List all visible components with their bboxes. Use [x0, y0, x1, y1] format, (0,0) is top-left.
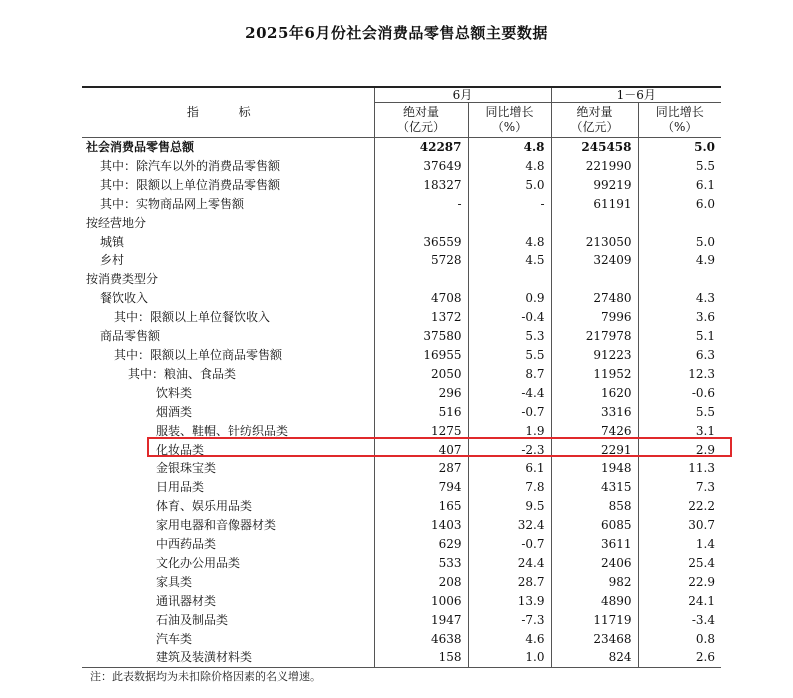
table-row: [82, 403, 721, 422]
ytd-absolute-cell: 982: [551, 573, 638, 592]
ytd-absolute-cell: 824: [551, 648, 638, 667]
ytd-yoy-cell: 1.4: [638, 535, 721, 554]
june-yoy-cell: 28.7: [468, 573, 551, 592]
june-absolute-cell: 4708: [374, 289, 468, 308]
ytd-yoy-cell: 24.1: [638, 592, 721, 611]
table-row: [82, 592, 721, 611]
table-row: [82, 138, 721, 157]
row-label: 饮料类: [156, 385, 193, 400]
row-label: 体育、娱乐用品类: [156, 499, 253, 514]
ytd-yoy-cell: 22.2: [638, 497, 721, 516]
june-yoy-cell: 24.4: [468, 554, 551, 573]
header-june-abs: 绝对量 （亿元）: [374, 103, 468, 138]
table-row: [82, 648, 721, 667]
row-label: 家用电器和音像器材类: [156, 518, 277, 533]
ytd-absolute-cell: 2291: [551, 441, 638, 460]
ytd-yoy-cell: 5.5: [638, 157, 721, 176]
table-row: [82, 516, 721, 535]
ytd-absolute-cell: 858: [551, 497, 638, 516]
ytd-yoy-cell: 30.7: [638, 516, 721, 535]
ytd-absolute-cell: 4315: [551, 478, 638, 497]
table-row: [82, 365, 721, 384]
june-absolute-cell: 407: [374, 441, 468, 460]
ytd-absolute-cell: 221990: [551, 157, 638, 176]
table-row: [82, 346, 721, 365]
ytd-yoy-cell: 5.0: [638, 138, 721, 157]
ytd-yoy-cell: 5.5: [638, 403, 721, 422]
retail-sales-table: [82, 86, 721, 668]
header-ytd-yoy: 同比增长 （%）: [638, 103, 721, 138]
june-yoy-cell: -0.7: [468, 403, 551, 422]
table-row: [82, 497, 721, 516]
ytd-yoy-cell: 0.8: [638, 630, 721, 649]
ytd-yoy-cell: 6.1: [638, 176, 721, 195]
row-label: 服装、鞋帽、针纺织品类: [156, 423, 289, 438]
ytd-absolute-cell: 27480: [551, 289, 638, 308]
row-label: 文化办公用品类: [156, 555, 241, 570]
june-absolute-cell: 296: [374, 384, 468, 403]
table-row: [82, 195, 721, 214]
ytd-yoy-cell: [638, 214, 721, 233]
ytd-absolute-cell: 32409: [551, 251, 638, 270]
june-yoy-cell: 8.7: [468, 365, 551, 384]
ytd-yoy-cell: 12.3: [638, 365, 721, 384]
june-yoy-cell: -2.3: [468, 441, 551, 460]
june-yoy-cell: 32.4: [468, 516, 551, 535]
june-yoy-cell: 5.5: [468, 346, 551, 365]
row-label: 其中：限额以上单位餐饮收入: [114, 310, 271, 325]
june-absolute-cell: 794: [374, 478, 468, 497]
june-yoy-cell: [468, 214, 551, 233]
row-label: 日用品类: [156, 480, 205, 495]
table-row: [82, 270, 721, 289]
june-absolute-cell: 1947: [374, 611, 468, 630]
ytd-yoy-cell: 7.3: [638, 478, 721, 497]
header-item: 指 标: [82, 87, 374, 138]
header-june-yoy: 同比增长 （%）: [468, 103, 551, 138]
ytd-absolute-cell: 1948: [551, 459, 638, 478]
ytd-yoy-cell: -0.6: [638, 384, 721, 403]
header-ytd-abs: 绝对量 （亿元）: [551, 103, 638, 138]
table-row: [82, 459, 721, 478]
june-yoy-cell: -: [468, 195, 551, 214]
ytd-absolute-cell: [551, 214, 638, 233]
table-row: [82, 441, 721, 460]
header-period-june: 6月: [374, 87, 551, 103]
june-absolute-cell: 2050: [374, 365, 468, 384]
table-row: [82, 535, 721, 554]
row-label: 其中：限额以上单位商品零售额: [114, 347, 283, 362]
ytd-yoy-cell: 25.4: [638, 554, 721, 573]
june-absolute-cell: 36559: [374, 233, 468, 252]
header-period-ytd: 1－6月: [551, 87, 721, 103]
ytd-absolute-cell: 4890: [551, 592, 638, 611]
june-yoy-cell: 9.5: [468, 497, 551, 516]
ytd-yoy-cell: 6.3: [638, 346, 721, 365]
table-row: [82, 308, 721, 327]
ytd-absolute-cell: 23468: [551, 630, 638, 649]
june-yoy-cell: 4.8: [468, 233, 551, 252]
row-label: 其中：限额以上单位消费品零售额: [100, 177, 281, 192]
ytd-absolute-cell: 7996: [551, 308, 638, 327]
ytd-yoy-cell: 2.6: [638, 648, 721, 667]
table-row: [82, 289, 721, 308]
ytd-absolute-cell: 99219: [551, 176, 638, 195]
june-yoy-cell: 5.3: [468, 327, 551, 346]
table-title: 2025年6月份社会消费品零售总额主要数据: [245, 24, 548, 42]
june-absolute-cell: 516: [374, 403, 468, 422]
table-row: [82, 573, 721, 592]
ytd-absolute-cell: 61191: [551, 195, 638, 214]
row-label: 城镇: [100, 234, 125, 249]
june-absolute-cell: 533: [374, 554, 468, 573]
ytd-yoy-cell: 6.0: [638, 195, 721, 214]
june-yoy-cell: 7.8: [468, 478, 551, 497]
june-yoy-cell: 13.9: [468, 592, 551, 611]
row-label: 烟酒类: [156, 404, 193, 419]
june-absolute-cell: -: [374, 195, 468, 214]
june-absolute-cell: 18327: [374, 176, 468, 195]
june-absolute-cell: [374, 214, 468, 233]
june-absolute-cell: 1372: [374, 308, 468, 327]
june-absolute-cell: [374, 270, 468, 289]
ytd-yoy-cell: 4.3: [638, 289, 721, 308]
row-label: 通讯器材类: [156, 593, 217, 608]
june-absolute-cell: 158: [374, 648, 468, 667]
june-yoy-cell: 4.8: [468, 138, 551, 157]
row-label: 社会消费品零售总额: [86, 140, 195, 154]
table-row: [82, 611, 721, 630]
june-yoy-cell: 4.5: [468, 251, 551, 270]
june-yoy-cell: -4.4: [468, 384, 551, 403]
row-label: 乡村: [100, 253, 125, 268]
table-row: [82, 157, 721, 176]
ytd-yoy-cell: [638, 270, 721, 289]
ytd-yoy-cell: -3.4: [638, 611, 721, 630]
june-absolute-cell: 287: [374, 459, 468, 478]
table-row: [82, 176, 721, 195]
ytd-absolute-cell: [551, 270, 638, 289]
table-row: [82, 233, 721, 252]
june-yoy-cell: 4.6: [468, 630, 551, 649]
ytd-absolute-cell: 3611: [551, 535, 638, 554]
table-row: [82, 251, 721, 270]
ytd-absolute-cell: 1620: [551, 384, 638, 403]
ytd-yoy-cell: 5.0: [638, 233, 721, 252]
table-row: [82, 327, 721, 346]
june-absolute-cell: 1403: [374, 516, 468, 535]
june-absolute-cell: 37649: [374, 157, 468, 176]
june-yoy-cell: 1.9: [468, 422, 551, 441]
june-absolute-cell: 37580: [374, 327, 468, 346]
june-absolute-cell: 165: [374, 497, 468, 516]
table-body: [82, 138, 721, 668]
ytd-absolute-cell: 7426: [551, 422, 638, 441]
table-row: [82, 214, 721, 233]
june-absolute-cell: 5728: [374, 251, 468, 270]
june-yoy-cell: 4.8: [468, 157, 551, 176]
table-row: [82, 554, 721, 573]
june-yoy-cell: 6.1: [468, 459, 551, 478]
june-absolute-cell: 1275: [374, 422, 468, 441]
june-yoy-cell: -0.7: [468, 535, 551, 554]
row-label: 家具类: [156, 574, 193, 589]
row-label: 汽车类: [156, 631, 193, 646]
row-label: 其中：实物商品网上零售额: [100, 196, 245, 211]
row-label: 其中：粮油、食品类: [128, 366, 237, 381]
ytd-absolute-cell: 11719: [551, 611, 638, 630]
june-yoy-cell: 1.0: [468, 648, 551, 667]
june-yoy-cell: 0.9: [468, 289, 551, 308]
row-label: 商品零售额: [100, 329, 161, 344]
ytd-absolute-cell: 11952: [551, 365, 638, 384]
row-label: 金银珠宝类: [156, 461, 217, 476]
june-absolute-cell: 42287: [374, 138, 468, 157]
ytd-absolute-cell: 91223: [551, 346, 638, 365]
ytd-yoy-cell: 2.9: [638, 441, 721, 460]
june-yoy-cell: [468, 270, 551, 289]
ytd-yoy-cell: 3.6: [638, 308, 721, 327]
ytd-absolute-cell: 245458: [551, 138, 638, 157]
june-yoy-cell: -7.3: [468, 611, 551, 630]
table-row: [82, 630, 721, 649]
june-absolute-cell: 208: [374, 573, 468, 592]
table-row: [82, 422, 721, 441]
ytd-absolute-cell: 2406: [551, 554, 638, 573]
footnote: 注：此表数据均为未扣除价格因素的名义增速。: [90, 670, 321, 683]
ytd-yoy-cell: 22.9: [638, 573, 721, 592]
table-row: [82, 384, 721, 403]
ytd-yoy-cell: 4.9: [638, 251, 721, 270]
row-label: 按经营地分: [86, 215, 147, 230]
ytd-yoy-cell: 3.1: [638, 422, 721, 441]
row-label: 石油及制品类: [156, 612, 229, 627]
row-label: 化妆品类: [156, 442, 205, 457]
ytd-absolute-cell: 217978: [551, 327, 638, 346]
row-label: 中西药品类: [156, 537, 217, 552]
june-yoy-cell: 5.0: [468, 176, 551, 195]
table-row: [82, 478, 721, 497]
ytd-absolute-cell: 6085: [551, 516, 638, 535]
ytd-absolute-cell: 213050: [551, 233, 638, 252]
june-absolute-cell: 1006: [374, 592, 468, 611]
june-yoy-cell: -0.4: [468, 308, 551, 327]
row-label: 按消费类型分: [86, 272, 159, 287]
ytd-yoy-cell: 5.1: [638, 327, 721, 346]
june-absolute-cell: 4638: [374, 630, 468, 649]
ytd-yoy-cell: 11.3: [638, 459, 721, 478]
row-label: 建筑及装潢材料类: [82, 648, 374, 667]
june-absolute-cell: 629: [374, 535, 468, 554]
row-label: 餐饮收入: [100, 291, 149, 306]
row-label: 其中：除汽车以外的消费品零售额: [100, 158, 281, 173]
ytd-absolute-cell: 3316: [551, 403, 638, 422]
june-absolute-cell: 16955: [374, 346, 468, 365]
